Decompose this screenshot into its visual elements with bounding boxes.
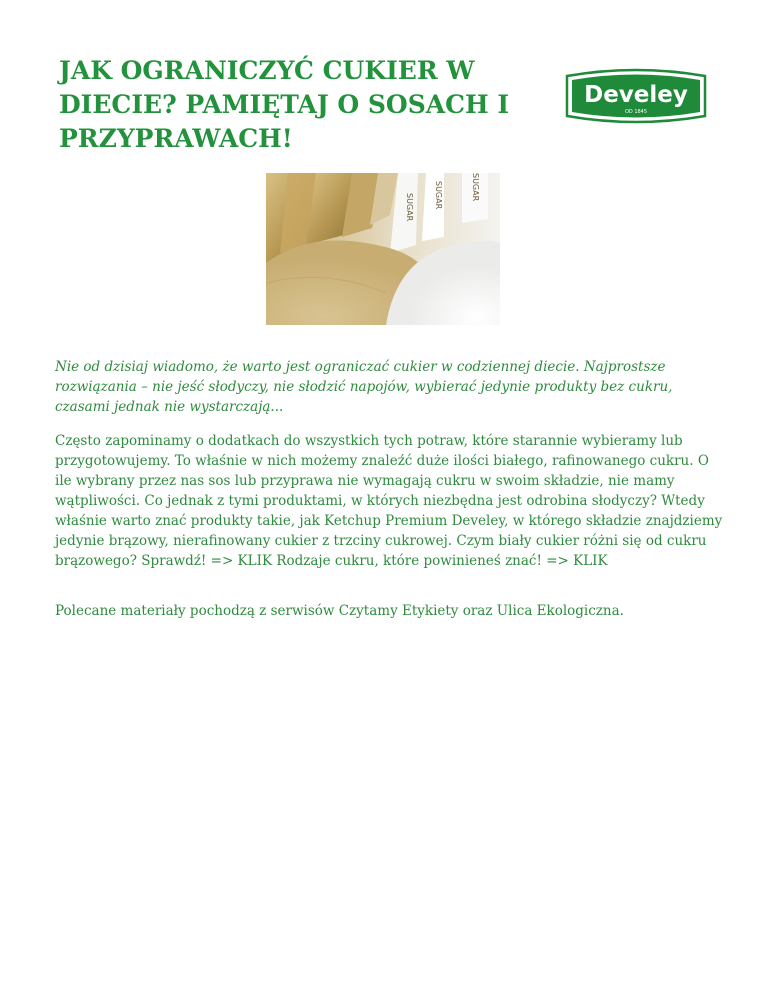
sugar-photo xyxy=(266,173,500,325)
article-sources: Polecane materiały pochodzą z serwisów Czytamy Etykiety oraz Ulica Ekologiczna. xyxy=(55,603,624,619)
logo-since-text: OD 1845 xyxy=(624,109,648,115)
logo-brand-text: Develey xyxy=(584,82,688,108)
develey-logo xyxy=(563,66,709,126)
article-body-text: Często zapominamy o dodatkach do wszystkich tych potraw, które starannie wybieramy lub przygotowujemy. To właśnie w nich możemy znaleźć duże ilości białego, rafinowanego cukru. O ile wybrany przez nas sos lub przyprawa nie wymagają cukru w swoim składzie, nie mamy wątpliwości. Co jednak z tymi produktami, w których niezbędna jest odrobina słodyczy? Wtedy właśnie warto znać produkty takie, jak Ketchup Premium Develey, w którego składzie znajdziemy jedynie brązowy, nierafinowany cukier z trzciny cukrowej. xyxy=(55,433,723,549)
article-lead: Nie od dzisiaj wiadomo, że warto jest ograniczać cukier w codziennej diecie. Najprostsze rozwiązania – nie jeść słodyczy, nie słodzić napojów, wybierać jedynie produkty bez cukru, czasami jednak nie wystarczają... xyxy=(55,359,673,415)
article-body xyxy=(55,431,727,571)
packet-label-2: SUGAR xyxy=(434,181,443,210)
packet-label-1: SUGAR xyxy=(405,193,414,222)
page-title: JAK OGRANICZYĆ CUKIER W DIECIE? PAMIĘTAJ O SOSACH I PRZYPRAWACH! xyxy=(59,56,510,153)
packet-label-3: SUGAR xyxy=(471,173,480,202)
link-white-vs-brown-sugar[interactable]: Czym biały cukier różni się od cukru brązowego? Sprawdź! => KLIK xyxy=(55,533,707,569)
link-sugar-types[interactable]: Rodzaje cukru, które powinieneś znać! => KLIK xyxy=(276,553,608,569)
